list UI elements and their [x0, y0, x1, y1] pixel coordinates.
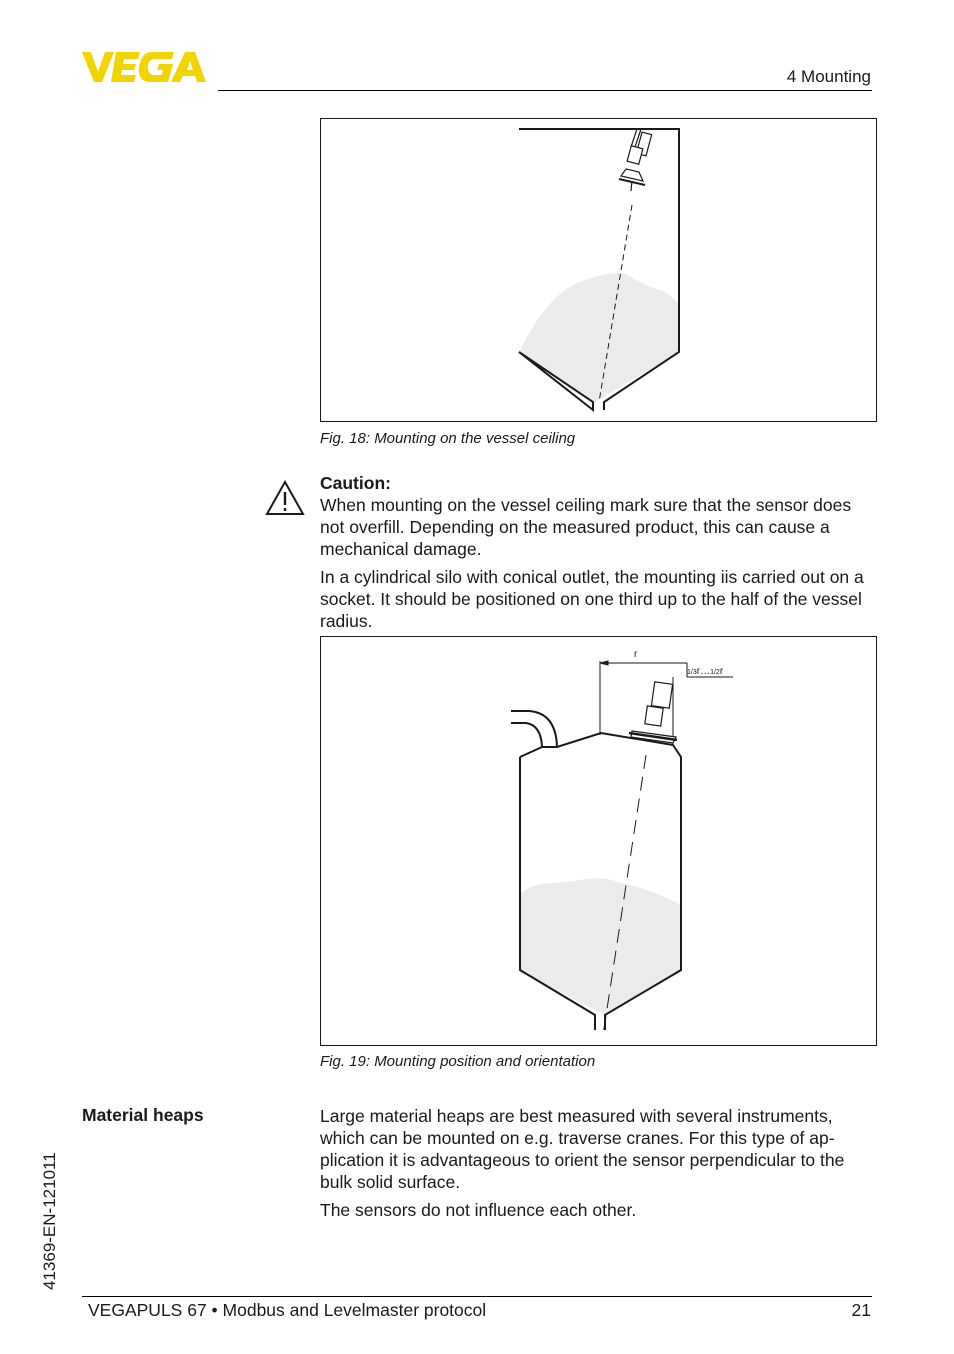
- warning-triangle-icon: [265, 480, 305, 516]
- footer-product: VEGAPULS 67 • Modbus and Levelmaster protocol: [88, 1300, 487, 1320]
- vega-logo: [82, 50, 212, 84]
- page-number: 21: [851, 1300, 871, 1320]
- figure-19-diagram: [320, 636, 877, 1046]
- radar-sensor: [629, 682, 677, 743]
- inlet-pipe: [511, 711, 557, 747]
- caution-text: When mounting on the vessel ceiling mark sure that the sensor does not overfill. Depending on the measured product, this can cause a mechanical damage.: [320, 495, 852, 559]
- radius-label: r: [634, 649, 638, 660]
- section-title: 4 Mounting: [786, 67, 871, 86]
- material-heaps-paragraph-1: Large material heaps are best measured with several instruments, which can be mounted on e.g. traverse cranes. For this type of ap-plication it is advantageous to orient the sensor perpendicular to the bulk solid surface.: [320, 1106, 845, 1192]
- header-divider: [218, 90, 872, 91]
- footer-divider: [82, 1296, 872, 1297]
- material-heaps-heading: Material heaps: [82, 1105, 204, 1125]
- bulk-material-heap: [519, 273, 679, 402]
- caution-title: Caution:: [320, 473, 391, 493]
- material-heaps-paragraph-2: The sensors do not influence each other.: [320, 1200, 637, 1220]
- document-id: 41369-EN-121011: [40, 1152, 59, 1290]
- figure-18-diagram: [320, 118, 877, 422]
- radar-sensor: [619, 129, 652, 191]
- figure-19-caption: Fig. 19: Mounting position and orientation: [320, 1053, 596, 1070]
- bulk-material-heap: [520, 878, 681, 1015]
- silo-mounting-paragraph: In a cylindrical silo with conical outlet, the mounting iis carried out on a socket. It should be positioned on one third up to the half of the vessel radius.: [320, 567, 864, 631]
- figure-18-caption: Fig. 18: Mounting on the vessel ceiling: [320, 430, 576, 447]
- mounting-range-label: 1/3r…1/2r: [687, 666, 724, 677]
